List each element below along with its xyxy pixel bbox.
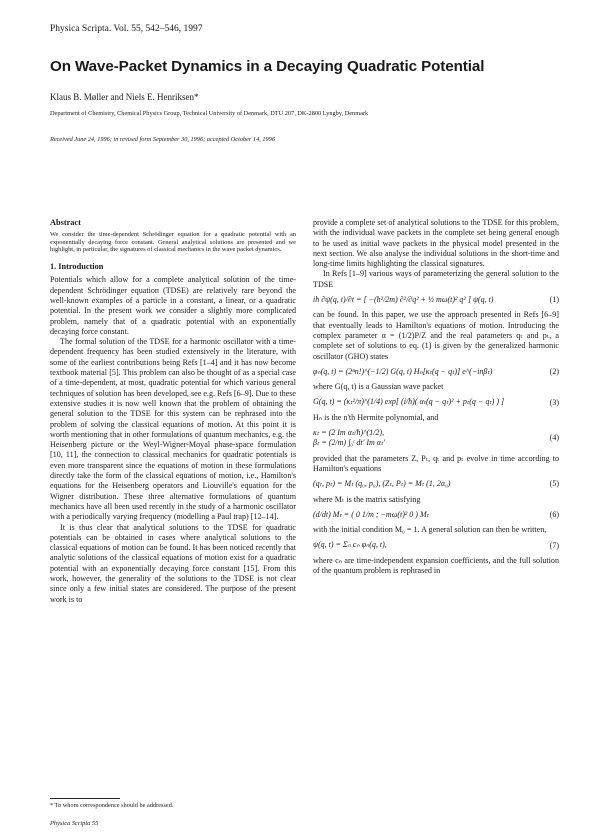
footnote-rule bbox=[50, 798, 120, 799]
right-paragraph-6: provided that the parameters Z, Pₜ, qₜ and pₜ evolve in time according to Hamilton's equations bbox=[313, 453, 559, 473]
footnote: * To whom correspondence should be addressed. bbox=[50, 802, 174, 809]
intro-paragraph-1: Potentials which allow for a complete analytical solution of the time-dependent Schrödinger equation (TDSE) are relatively rare beyond the well-known examples of a particle in a constant, a linear, or a quadratic potential. In the present work we consider a slightly more complicated problem, namely that of a quadratic potential with an exponentially decaying force constant. bbox=[50, 275, 296, 336]
right-column bbox=[313, 218, 559, 576]
equation-4a-body: κₜ = (2 Im αₜ/ħ)^(1/2), bbox=[313, 428, 385, 438]
equation-4-number: (4) bbox=[549, 433, 559, 443]
equation-6 bbox=[313, 510, 559, 520]
abstract-text: We consider the time-dependent Schrödinger equation for a quadratic potential with an exponentially decaying force constant. General analytical solutions are presented and we highlight, in particular, the signatures of classical mechanics in the wave packet dynamics. bbox=[50, 231, 296, 254]
intro-paragraph-3: It is thus clear that analytical solutions to the TDSE for quadratic potentials can be obtained in cases where analytical solutions to the classical equations of motion can be found. It has been noticed recently that analytic solutions of the classical equations of motion exist for a quadratic potential with an exponentially decaying force constant [15]. From this work, however, the generality of the solutions to the TDSE is not clear since only a few initial states are considered. The purpose of the present work is to bbox=[50, 522, 296, 604]
equation-1-body: iħ ∂ψ(q, t)/∂t = [ −(ħ²/2m) ∂²/∂q² + ½ mω(t)² q² ] ψ(q, t) bbox=[313, 295, 494, 305]
equation-2-number: (2) bbox=[549, 366, 559, 376]
left-column bbox=[50, 218, 296, 605]
equation-5-body: (qₜ, pₜ) = Mₜ (q₀, p₀), (Zₜ, Pₜ) = Mₜ (1, 2α₀) bbox=[313, 479, 451, 489]
equation-5-number: (5) bbox=[549, 479, 559, 489]
equation-6-body: (d/dt) Mₜ = ( 0 1/m ; −mω(t)² 0 ) Mₜ bbox=[313, 509, 429, 519]
right-paragraph-3: can be found. In this paper, we use the approach presented in Refs [6–9] that eventually leads to Hamilton's equations of motion. Introducing the complex parameter α = (1/2)P/Z and the real parameters qₜ and pₜ, a complete set of solutions to eq. (1) is given by the generalized harmonic oscillator (GHO) states bbox=[313, 310, 559, 361]
right-paragraph-2: In Refs [1–9] various ways of parameterizing the general solution to the TDSE bbox=[313, 269, 559, 289]
right-paragraph-7: where Mₜ is the matrix satisfying bbox=[313, 494, 421, 504]
right-paragraph-8: with the initial condition M₀ = 1. A general solution can then be written, bbox=[313, 525, 547, 535]
paper-title: On Wave-Packet Dynamics in a Decaying Quadratic Potential bbox=[50, 58, 485, 75]
intro-paragraph-2: The formal solution of the TDSE for a harmonic oscillator with a time-dependent frequency has been studied extensively in the literature, with some of the earliest contributions being Refs [1–4] and it has now become textbook material [5]. This problem can also be thought of as a special case of a time-dependent, at most, quadratic potential for which various general techniques of solution has been developed, see e.g. Refs [6–9]. Due to these extensive studies it is now well known that the problem of obtaining the general solution to the TDSE for this system can be rephrased into the problem of solving the classical equations of motion. At this point it is worth mentioning that in other formulations of quantum mechanics, e.g. the Heisenberg picture or the Weyl-Wigner-Moyal phase-space formulation [10, 11], the connection to classical mechanics for quadratic potentials is even more transparent since the equations of motion in these formulations directly take the form of the classical equations of motion, i.e., Hamilton's equations for the Heisenberg operators and Liouville's equation for the Wigner distribution. These three alternative formulations of quantum mechanics have all been used recently in the study of a harmonic oscillator with a periodically varying frequency (modelling a Paul trap) [12–14]. bbox=[50, 337, 296, 522]
equation-4 bbox=[313, 428, 559, 449]
received-dates: Received June 24, 1996; in revised form September 30, 1996; accepted October 14, 1996 bbox=[50, 136, 275, 143]
equation-4b-body: βₜ = (2/m) ∫₀ᵗ dt′ Im αₜ′ bbox=[313, 438, 386, 448]
intro-heading: 1. Introduction bbox=[50, 262, 104, 272]
equation-2 bbox=[313, 367, 559, 377]
equation-6-number: (6) bbox=[549, 509, 559, 519]
equation-7 bbox=[313, 540, 559, 550]
right-paragraph-4: where G(q, t) is a Gaussian wave packet bbox=[313, 382, 444, 392]
right-paragraph-9: where cₙ are time-independent expansion coefficients, and the full solution of the quantum problem is rephrased in bbox=[313, 555, 559, 576]
equation-3 bbox=[313, 397, 559, 407]
equation-1-number: (1) bbox=[549, 295, 559, 305]
equation-5 bbox=[313, 479, 559, 489]
equation-1 bbox=[313, 295, 559, 305]
equation-2-body: φₙ(q, t) = (2ⁿn!)^(−1/2) G(q, t) Hₙ[κₜ(q − qₜ)] e^(−inβₜ) bbox=[313, 366, 493, 376]
equation-3-body: G(q, t) = (κₜ²/π)^(1/4) exp[ (i/ħ)( αₜ(q − qₜ)² + pₜ(q − qₜ) ) ] bbox=[313, 397, 505, 407]
abstract-heading: Abstract bbox=[50, 218, 81, 227]
page-footer: Physica Scripta 55 bbox=[50, 820, 99, 827]
right-paragraph-1: provide a complete set of analytical solutions to the TDSE for this problem, with the individual wave packets in the complete set being general enough to be used as initial wave packets in the physical model presented in the next section. We also analyse the individual solutions in the short-time and long-time limits highlighting the classical signatures. bbox=[313, 218, 559, 269]
journal-header: Physica Scripta. Vol. 55, 542–546, 1997 bbox=[50, 24, 203, 34]
authors: Klaus B. Møller and Niels E. Henriksen* bbox=[50, 92, 199, 102]
right-paragraph-5: Hₙ is the n'th Hermite polynomial, and bbox=[313, 412, 439, 422]
affiliation: Department of Chemistry, Chemical Physics Group, Technical University of Denmark, DTU 207, DK-2800 Lyngby, Denmark bbox=[50, 110, 369, 117]
equation-3-number: (3) bbox=[549, 397, 559, 407]
equation-7-number: (7) bbox=[549, 540, 559, 550]
equation-7-body: ψ(q, t) = Σₙ cₙ φₙ(q, t), bbox=[313, 540, 387, 550]
